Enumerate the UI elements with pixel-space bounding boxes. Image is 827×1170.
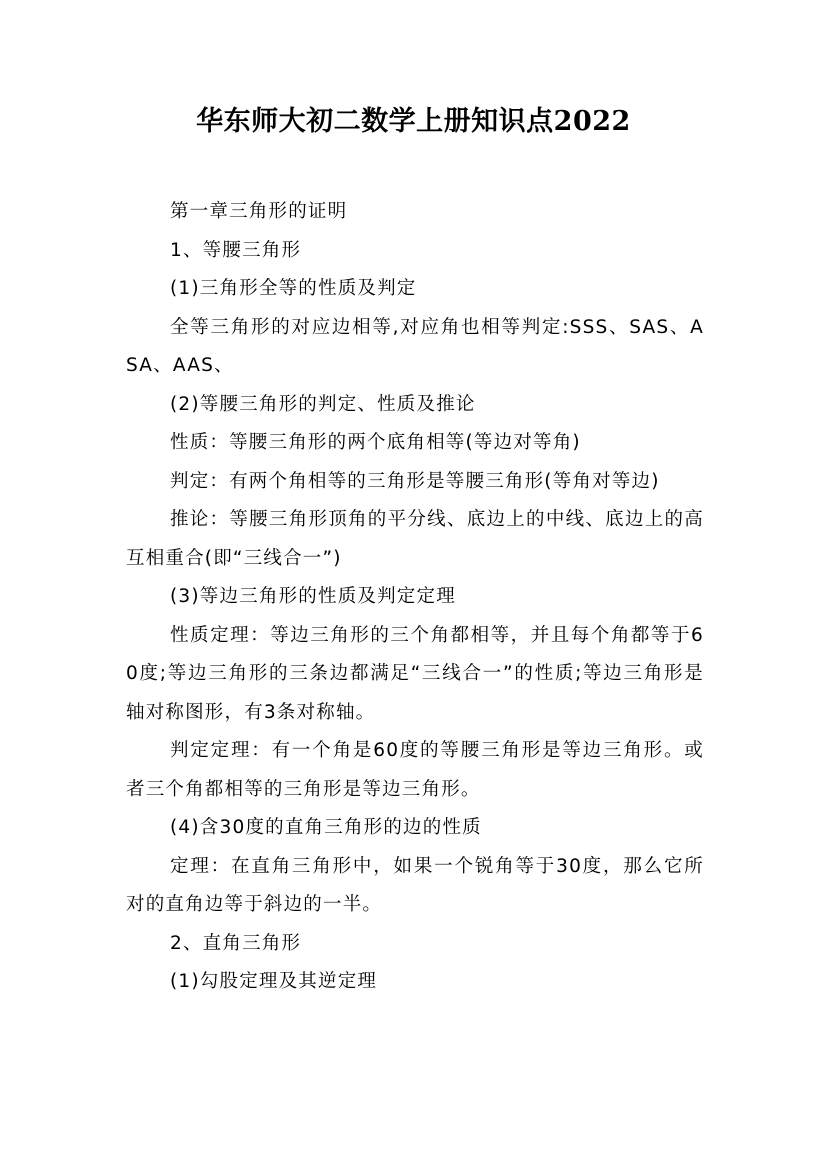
subsection-30-degree: (4)含30度的直角三角形的边的性质 [170, 817, 482, 838]
paragraph-equilateral-property: 性质定理：等边三角形的三个角都相等，并且每个角都等于60度;等边三角形的三条边都满足“三线合一”的性质;等边三角形是轴对称图形，有3条对称轴。 [126, 624, 704, 723]
paragraph-30-degree-theorem: 定理：在直角三角形中，如果一个锐角等于30度，那么它所对的直角边等于斜边的一半。 [126, 855, 704, 915]
section-heading-isosceles: 1、等腰三角形 [170, 239, 302, 261]
subsection-isosceles-properties: (2)等腰三角形的判定、性质及推论 [170, 393, 476, 415]
paragraph-isosceles-property: 性质：等腰三角形的两个底角相等(等边对等角) [170, 432, 581, 453]
paragraph-isosceles-criterion: 判定：有两个角相等的三角形是等腰三角形(等角对等边) [170, 470, 660, 492]
subsection-pythagorean: (1)勾股定理及其逆定理 [170, 971, 378, 992]
paragraph-congruence-criteria: 全等三角形的对应边相等,对应角也相等判定:SSS、SAS、ASA、AAS、 [126, 316, 704, 376]
section-heading-right-triangle: 2、直角三角形 [170, 932, 302, 954]
document-body [126, 193, 704, 1002]
chapter-heading: 第一章三角形的证明 [170, 201, 348, 222]
subsection-equilateral: (3)等边三角形的性质及判定定理 [170, 586, 456, 607]
subsection-congruence: (1)三角形全等的性质及判定 [170, 278, 417, 299]
page-title: 华东师大初二数学上册知识点2022 [196, 106, 631, 137]
paragraph-equilateral-criterion: 判定定理：有一个角是60度的等腰三角形是等边三角形。或者三个角都相等的三角形是等边三角形。 [126, 740, 704, 800]
paragraph-isosceles-corollary: 推论：等腰三角形顶角的平分线、底边上的中线、底边上的高互相重合(即“三线合一”) [126, 509, 704, 569]
